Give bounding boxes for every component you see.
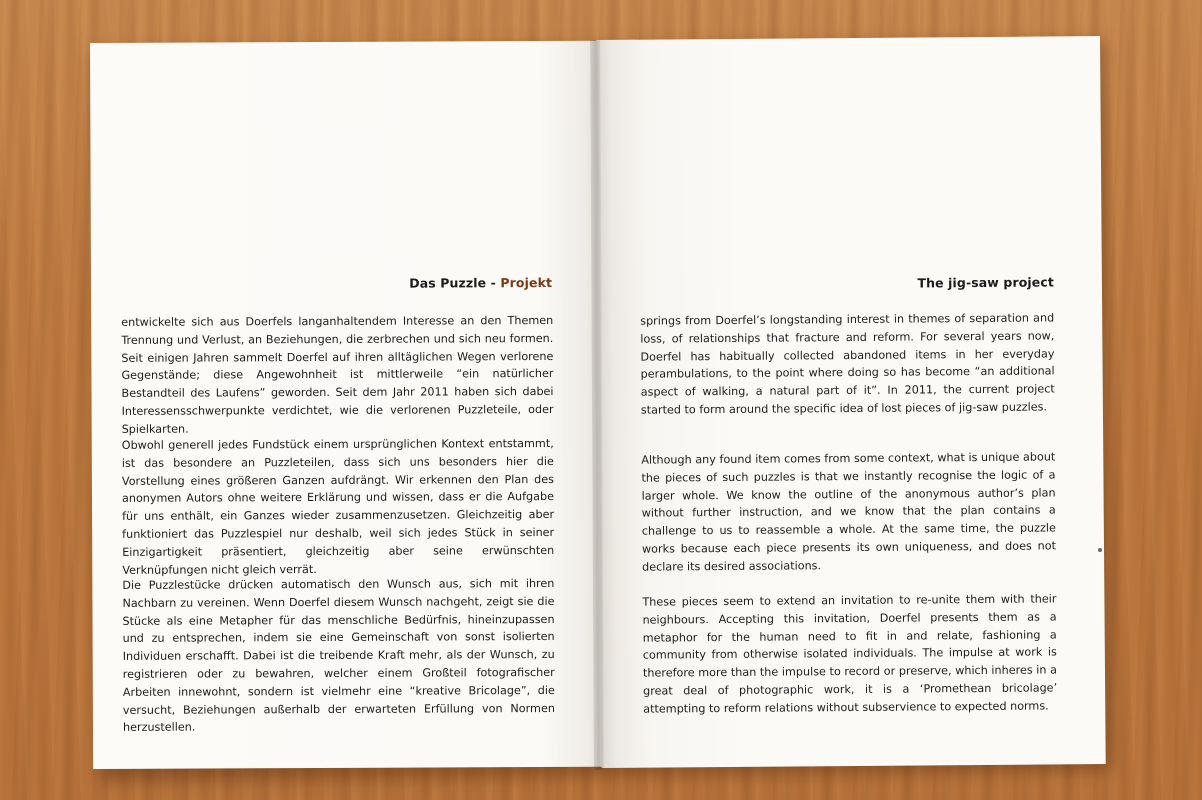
left-page-heading [121,275,552,292]
left-heading-accent: Projekt [500,274,553,291]
left-page [90,41,602,769]
right-page-heading: The jig-saw project [917,274,1054,291]
right-page [596,36,1106,768]
left-heading-main: Das Puzzle - [409,275,501,291]
right-paragraph-3: These pieces seem to extend an invitation to re-unite them with their neighbours. Accepting this invitation, Doerfel presents them as a metaphor for the human need to fit in and relate, fashioning a community from otherwise isolated individuals. The impulse at work is therefore more than the impulse to record or preserve, which inheres in a great deal of photographic work, it is a ‘Promethean bricolage’ attempting to reform relations without subservience to expected norms. [642,592,1058,716]
left-paragraph-3: Die Puzzlestücke drücken automatisch den Wunsch aus, sich mit ihren Nachbarn zu vereinen. Wenn Doerfel diesem Wunsch nachgeht, zeigt sie die Stücke als eine Metapher für das menschliche Bedürfnis, hineinzupassen und zu entsprechen, indem sie eine Gemeinschaft von sonst isolierten Individuen erschafft. Dabei ist die treibende Kraft mehr, als der Wunsch, zu registrieren oder zu bewahren, welcher einem Großteil fotografischer Arbeiten innewohnt, sondern ist vielmehr eine “kreative Bricolage”, die versucht, Beziehungen außerhalb der erwarteten Erfüllung von Normen herzustellen. [122,576,555,735]
right-paragraph-2: Although any found item comes from some context, what is unique about the pieces of such puzzles is that we instantly recognise the logic of a larger whole. We know the outline of the anonymous author’s plan without further instruction, and we know that the plan contains a challenge to us to reassemble a whole. At the same time, the puzzle works because each piece presents its own uniqueness, and does not declare its desired associations. [641,450,1057,574]
staple-mark [1098,548,1102,552]
left-paragraph-1: entwickelte sich aus Doerfels langanhaltendem Interesse an den Themen Trennung und Verlust, an Beziehungen, die zerbrechen und sich neu formen. Seit einigen Jahren sammelt Doerfel auf ihren alltäglichen Wegen verlorene Gegenstände; diese Angewohnheit ist mittlerweile “ein natürlicher Bestandteil des Laufens” geworden. Seit dem Jahr 2011 haben sich dabei Interessensschwerpunkte verdichtet, wie die verlorenen Puzzleteile, oder Spielkarten. [121,313,554,436]
left-paragraph-2: Obwohl generell jedes Fundstück einem ursprünglichen Kontext entstammt, ist das besondere an Puzzleteilen, dass sich uns besonders hier die Vorstellung eines größeren Ganzen aufdrängt. Wir erkennen den Plan des anonymen Autors ohne weitere Erklärung und wissen, dass er die Aufgabe für uns enthält, ein Ganzes wieder zusammenzusetzen. Gleichzeitig aber funktioniert das Puzzlespiel nur deshalb, weil sich jedes Stück in seiner Einzigartigkeit präsentiert, gleichzeitig aber seine erwünschten Verknüpfungen nicht gleich verrät. [121,436,555,577]
right-paragraph-1: springs from Doerfel’s longstanding interest in themes of separation and loss, of relationships that fracture and reform. For several years now, Doerfel has habitually collected abandoned items in her everyday perambulations, to the point where doing so has become “an additional aspect of walking, a natural part of it”. In 2011, the current project started to form around the specific idea of lost pieces of jig-saw puzzles. [640,311,1055,417]
